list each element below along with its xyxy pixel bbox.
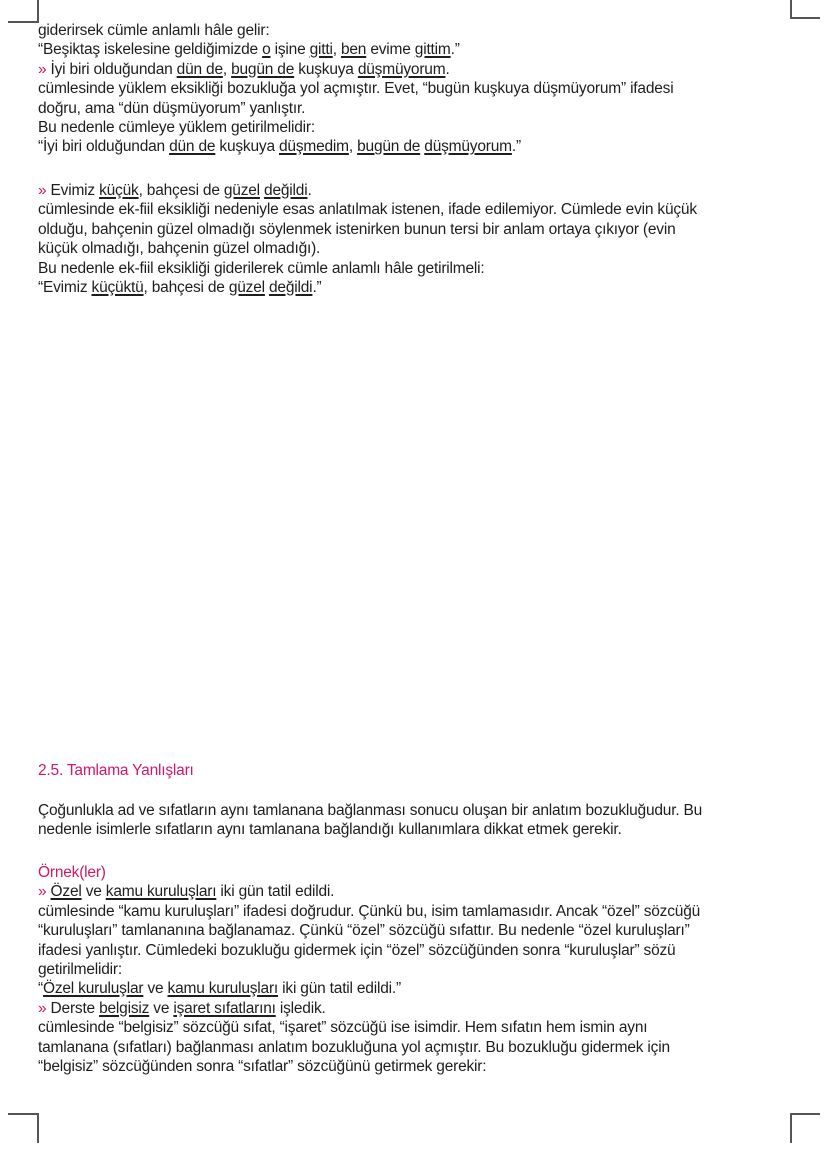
text-segment: giderirsek cümle anlamlı hâle gelir: — [38, 22, 270, 39]
text-segment: Örnek(ler) — [38, 864, 106, 881]
underlined-word: ben — [340, 41, 367, 59]
text-line — [38, 21, 798, 40]
underlined-word: düşmedim — [278, 138, 349, 156]
text-line — [38, 1057, 798, 1076]
text-line — [38, 820, 798, 839]
underlined-word: düşmüyorum — [357, 60, 446, 78]
text-segment: , — [222, 60, 232, 78]
underlined-word: değildi — [264, 182, 308, 199]
text-line — [38, 278, 798, 297]
underlined-word: Özel kuruluşlar — [42, 980, 144, 998]
text-segment: olduğu, bahçenin güzel olmadığı söylenmek istenirken bunun tersi bir anlam ortaya çıkıyor (evin — [38, 220, 676, 238]
text-segment: . — [445, 60, 450, 78]
text-segment: cümlesinde yüklem eksikliği bozukluğa yol açmıştır. Evet, “bugün kuşkuya düşmüyorum” ifadesi — [38, 80, 674, 98]
underlined-word: işaret sıfatlarını — [173, 999, 276, 1017]
text-segment: cümlesinde “kamu kuruluşları” ifadesi doğrudur. Çünkü bu, isim tamlamasıdır. Ancak “özel” sözcüğü — [38, 902, 701, 920]
text-segment: ve — [149, 999, 174, 1017]
section-intro-paragraph — [38, 801, 798, 840]
text-line — [38, 921, 798, 940]
examples-section — [38, 863, 798, 1076]
text-line — [38, 941, 798, 960]
text-segment: ve — [143, 980, 168, 998]
bullet-arrow-icon: » — [38, 182, 47, 199]
bullet-arrow-icon: » — [38, 999, 47, 1017]
text-line — [38, 239, 798, 258]
bullet-arrow-icon: » — [38, 60, 47, 78]
crop-mark-bottom-left — [37, 1113, 39, 1143]
text-line — [38, 181, 798, 200]
text-line — [38, 902, 798, 921]
underlined-word: küçük — [99, 182, 139, 199]
text-line — [38, 882, 798, 901]
underlined-word: dün de — [169, 138, 216, 156]
text-segment: İyi biri olduğundan — [46, 60, 177, 78]
text-segment: .” — [312, 279, 322, 297]
text-segment: kuşkuya — [215, 138, 279, 156]
text-segment: Evimiz — [46, 182, 100, 199]
underlined-word: gitti — [309, 41, 333, 59]
text-segment: , bahçesi de — [143, 279, 229, 297]
text-line — [38, 118, 798, 137]
crop-mark-bottom-right — [790, 1113, 792, 1143]
text-segment: 2.5. Tamlama Yanlışları — [38, 762, 194, 779]
text-segment: iki gün tatil edildi.” — [278, 980, 401, 998]
text-segment: , — [332, 41, 341, 59]
text-segment: Derste — [46, 999, 100, 1017]
text-segment: “Evimiz — [38, 279, 92, 297]
underlined-word: bugün de — [357, 138, 421, 156]
text-line — [38, 1018, 798, 1037]
paragraph-yuklem-example — [38, 21, 798, 157]
underlined-word: güzel — [223, 182, 260, 199]
underlined-word: o — [262, 41, 271, 59]
text-segment: , bahçesi de — [138, 182, 224, 199]
text-segment: Bu nedenle cümleye yüklem getirilmelidir: — [38, 119, 315, 137]
text-segment: küçük olmadığı, bahçenin güzel olmadığı). — [38, 240, 321, 258]
text-line — [38, 60, 798, 79]
bullet-arrow-icon: » — [38, 883, 47, 901]
text-line — [38, 40, 798, 59]
text-segment: “ — [38, 980, 43, 998]
text-line — [38, 137, 798, 156]
text-segment: , — [348, 138, 358, 156]
underlined-word: kamu kuruluşları — [167, 980, 279, 998]
text-segment: evime — [366, 41, 415, 59]
text-segment: doğru, ama “dün düşmüyorum” yanlıştır. — [38, 99, 306, 117]
text-line — [38, 259, 798, 278]
section-heading — [38, 761, 798, 780]
text-segment: işledik. — [275, 999, 326, 1017]
text-segment: Çoğunlukla ad ve sıfatların aynı tamlanana bağlanması sonucu oluşan bir anlatım bozukluğudur. Bu — [38, 802, 703, 819]
text-segment: “belgisiz” sözcüğünden sonra “sıfatlar” sözcüğünü getirmek gerekir: — [38, 1058, 487, 1076]
text-line — [38, 999, 798, 1018]
text-segment: işine — [270, 41, 310, 59]
text-line — [38, 79, 798, 98]
underlined-word: gittim — [414, 41, 451, 59]
text-segment: “İyi biri olduğundan — [38, 138, 170, 156]
text-line — [38, 960, 798, 979]
text-line — [38, 801, 798, 820]
text-segment: Bu nedenle ek-fiil eksikliği giderilerek cümle anlamlı hâle getirilmeli: — [38, 259, 485, 277]
heading-text — [38, 761, 798, 780]
paragraph-ekfiil-example — [38, 181, 798, 297]
text-line — [38, 979, 798, 998]
text-segment: “Beşiktaş iskelesine geldiğimizde — [38, 41, 263, 59]
text-segment: cümlesinde “belgisiz” sözcüğü sıfat, “işaret” sözcüğü ise isimdir. Hem sıfatın hem ismin aynı — [38, 1019, 648, 1037]
underlined-word: güzel — [228, 279, 265, 297]
underlined-word: Özel — [50, 883, 82, 901]
text-segment: cümlesinde ek-fiil eksikliği nedeniyle esas anlatılmak istenen, ifade edilemiyor. Cümlede evin küçük — [38, 201, 697, 219]
crop-mark-top-right — [790, 0, 792, 18]
text-line — [38, 220, 798, 239]
underlined-word: değildi — [269, 279, 313, 297]
text-segment: “kuruluşları” tamlananına bağlanamaz. Çünkü “özel” sözcüğü sıfattır. Bu nedenle “özel kuruluşları” — [38, 922, 690, 940]
text-line — [38, 99, 798, 118]
text-segment: ifadesi yanlıştır. Cümledeki bozukluğu gidermek için “özel” sözcüğünden sonra “kuruluşlar” sözü — [38, 941, 676, 959]
underlined-word: küçüktü — [91, 279, 144, 297]
crop-mark-bottom-right — [790, 1113, 820, 1115]
crop-mark-top-left — [37, 0, 39, 22]
crop-mark-top-left — [8, 21, 39, 23]
underlined-word: düşmüyorum — [424, 138, 512, 156]
underlined-word: kamu kuruluşları — [105, 883, 217, 901]
text-segment: .” — [450, 41, 460, 59]
text-line — [38, 1038, 798, 1057]
text-segment: kuşkuya — [294, 60, 358, 78]
text-segment: ve — [81, 883, 106, 901]
heading-text — [38, 863, 798, 882]
text-segment: tamlanana (sıfatları) bağlanması anlatım bozukluğuna yol açmıştır. Bu bozukluğu gidermek için — [38, 1038, 670, 1056]
underlined-word: dün de — [176, 60, 223, 78]
text-line — [38, 200, 798, 219]
crop-mark-bottom-left — [8, 1113, 39, 1115]
text-segment: iki gün tatil edildi. — [216, 883, 335, 901]
underlined-word: belgisiz — [99, 999, 150, 1017]
underlined-word: bugün de — [231, 60, 295, 78]
text-segment: . — [307, 182, 312, 199]
text-segment: .” — [511, 138, 521, 156]
text-segment: nedenle isimlerle sıfatların aynı tamlanana bağlandığı kullanımlara dikkat etmek gerekir. — [38, 821, 622, 839]
text-segment: getirilmelidir: — [38, 961, 122, 979]
crop-mark-top-right — [790, 17, 820, 19]
